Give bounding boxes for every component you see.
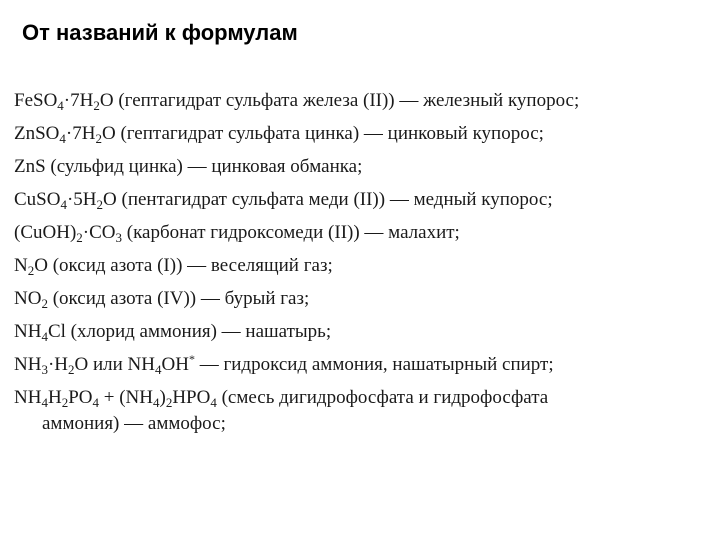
text-run: (оксид азота (IV)) — бурый газ; xyxy=(47,288,310,309)
subscript: 4 xyxy=(41,395,48,410)
subscript: 4 xyxy=(60,197,67,212)
text-run: CuSO xyxy=(14,189,61,210)
text-run: NH xyxy=(14,387,42,408)
text-run: ·CO xyxy=(82,222,116,243)
subscript: 2 xyxy=(61,395,69,410)
text-run: ZnS (сульфид цинка) — цинковая обманка; xyxy=(14,156,363,177)
formula-line xyxy=(14,150,684,183)
formula-line xyxy=(14,348,684,381)
formula-line xyxy=(14,282,684,315)
text-run: O (пентагидрат сульфата меди (II)) — медный купорос; xyxy=(103,189,553,210)
subscript: 4 xyxy=(92,395,99,410)
subscript: 4 xyxy=(57,98,64,113)
text-run: O (оксид азота (I)) — веселящий газ; xyxy=(34,255,333,276)
text-run: O (гептагидрат сульфата цинка) — цинковый купорос; xyxy=(101,123,544,144)
text-run: ·H xyxy=(47,354,69,375)
text-run: (смесь дигидрофосфата и гидрофосфата xyxy=(216,387,549,408)
subscript: 4 xyxy=(59,131,66,146)
formula-line xyxy=(14,216,684,249)
text-run: ZnSO xyxy=(14,123,60,144)
subscript: 2 xyxy=(95,131,102,146)
text-run: O (гептагидрат сульфата железа (II)) — железный купорос; xyxy=(99,90,580,111)
page-title: От названий к формулам xyxy=(22,20,298,45)
superscript: * xyxy=(188,352,195,366)
text-run: — гидроксид аммония, нашатырный спирт; xyxy=(194,354,554,375)
subscript: 2 xyxy=(68,362,75,377)
subscript: 2 xyxy=(76,230,83,245)
formula-line xyxy=(14,84,684,117)
text-run: FeSO xyxy=(14,90,58,111)
subscript: 2 xyxy=(96,197,104,212)
subscript: 2 xyxy=(165,395,173,410)
text-run: HPO xyxy=(172,387,211,408)
subscript: 4 xyxy=(152,395,160,410)
text-run: NH xyxy=(14,354,42,375)
subscript: 2 xyxy=(93,98,100,113)
text-run: (карбонат гидроксомеди (II)) — малахит; xyxy=(122,222,460,243)
text-run: ·7H xyxy=(65,123,96,144)
text-run: (CuOH) xyxy=(14,222,77,243)
text-run: ·5H xyxy=(66,189,97,210)
subscript: 4 xyxy=(155,362,162,377)
text-run: + (NH xyxy=(98,387,153,408)
subscript: 2 xyxy=(41,296,48,311)
text-run: ) xyxy=(159,387,166,408)
text-run: N xyxy=(14,255,28,276)
text-run: OH xyxy=(161,354,189,375)
scanned-text-block xyxy=(14,84,684,438)
subscript: 3 xyxy=(41,362,48,377)
formula-line xyxy=(14,249,684,282)
formula-line-continuation xyxy=(14,414,684,438)
subscript: 2 xyxy=(27,263,35,278)
subscript: 4 xyxy=(210,395,217,410)
formula-line xyxy=(14,117,684,150)
text-run: аммония) — аммофос; xyxy=(42,413,226,434)
text-run: H xyxy=(47,387,62,408)
text-run: NO xyxy=(14,288,42,309)
subscript: 3 xyxy=(115,230,123,245)
formula-line xyxy=(14,381,684,414)
text-run: Cl (хлорид аммония) — нашатырь; xyxy=(47,321,332,342)
formula-line xyxy=(14,315,684,348)
formula-line xyxy=(14,183,684,216)
text-run: O или NH xyxy=(74,354,155,375)
subscript: 4 xyxy=(41,329,48,344)
text-run: ·7H xyxy=(63,90,94,111)
text-run: PO xyxy=(68,387,93,408)
text-run: NH xyxy=(14,321,42,342)
